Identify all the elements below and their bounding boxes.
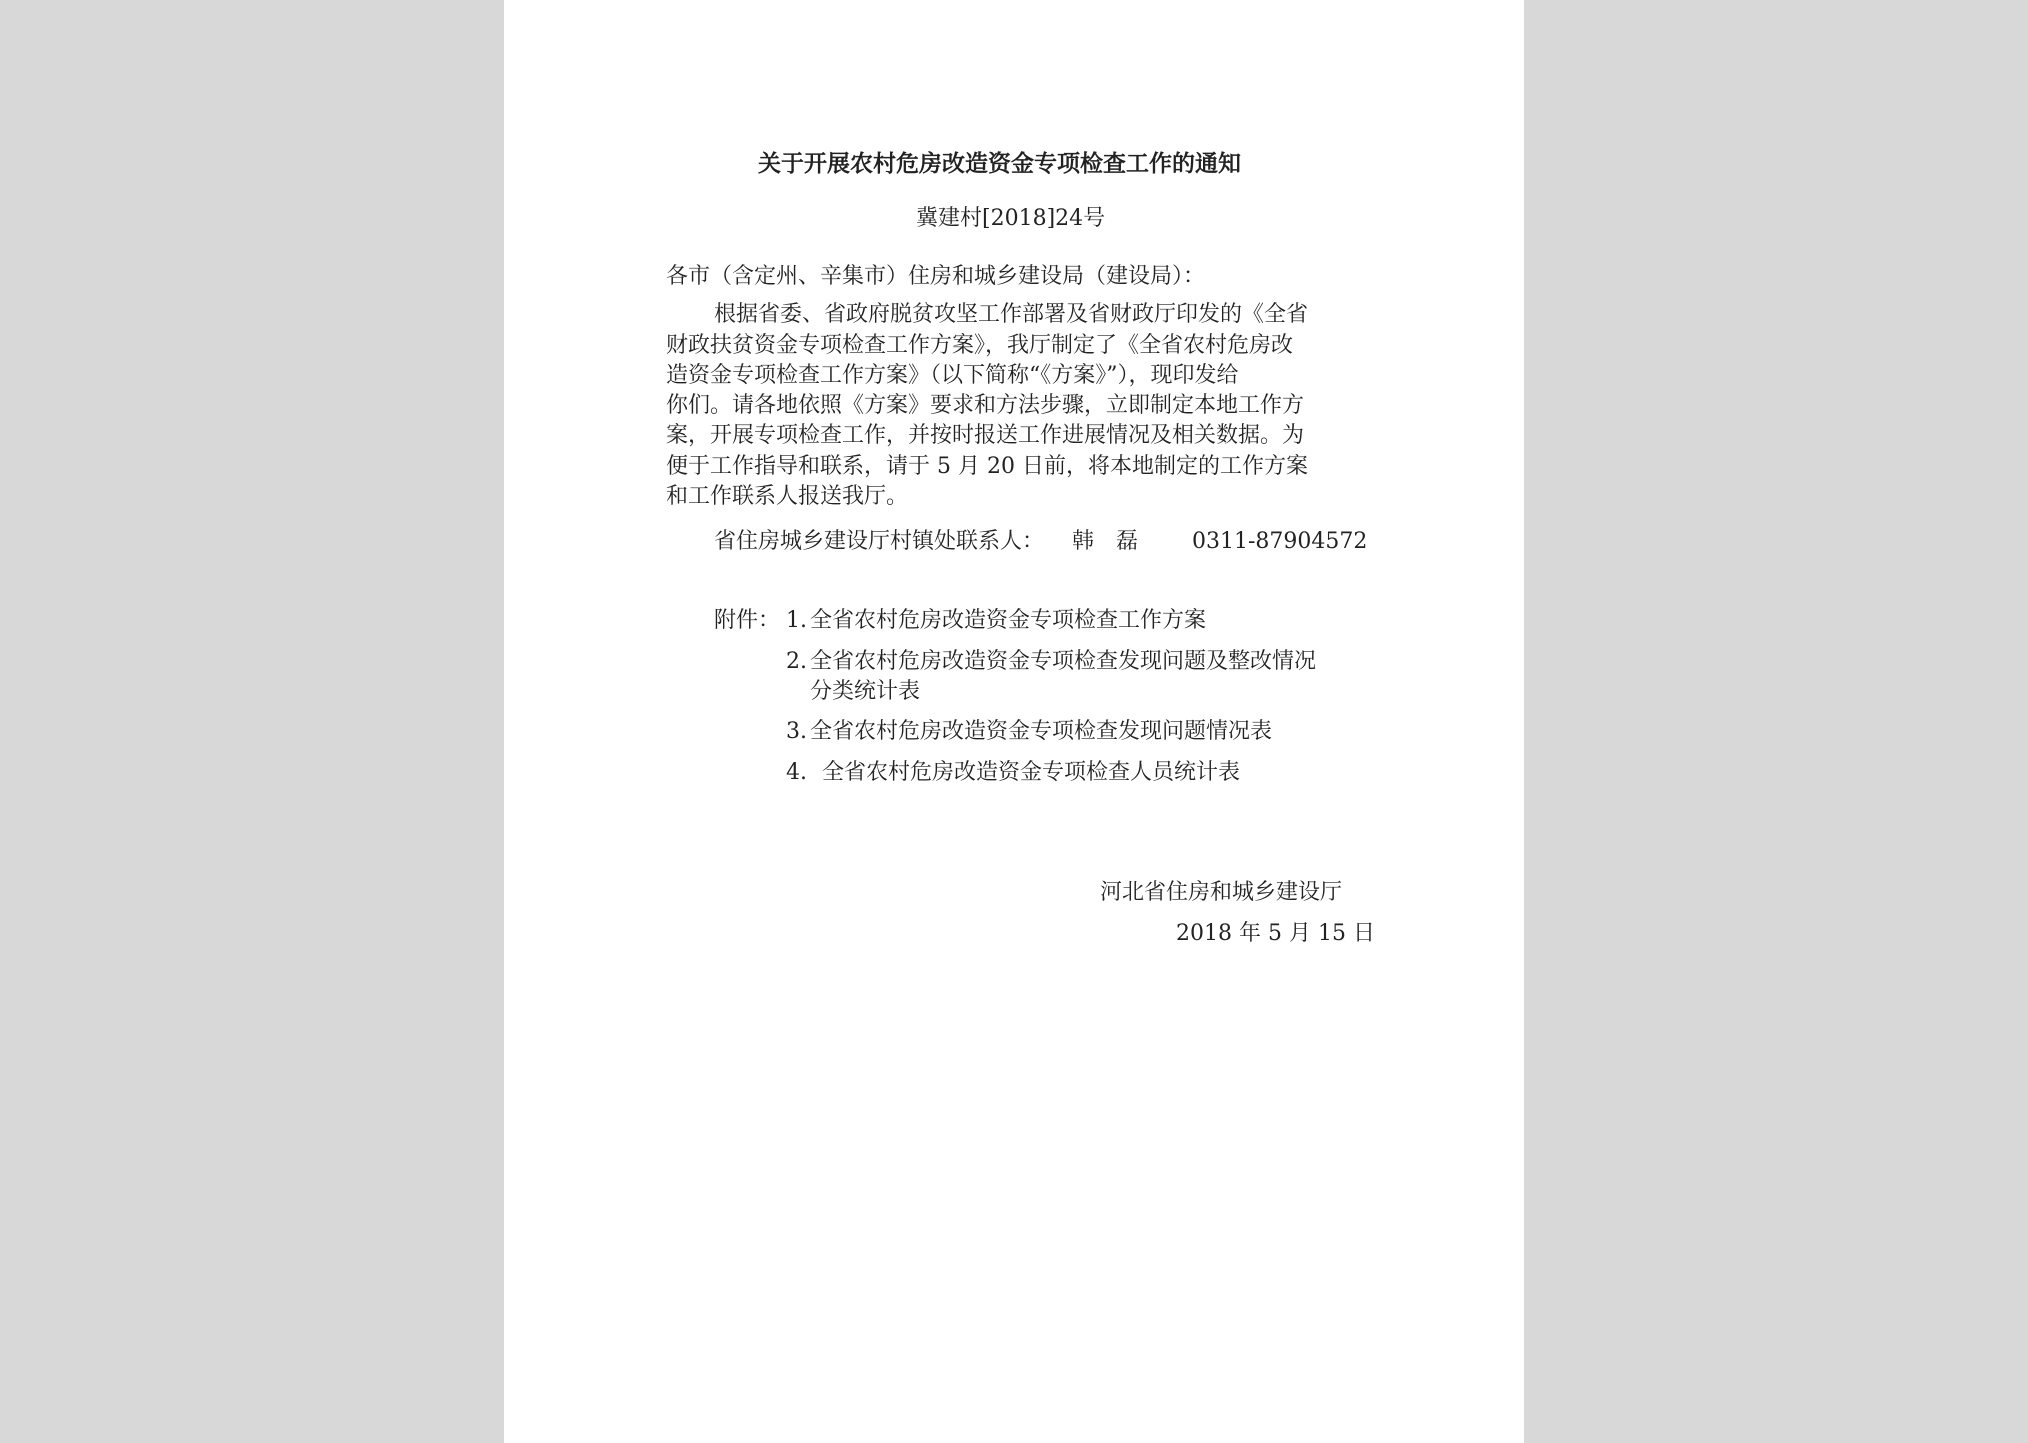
attachment-line: 全省农村危房改造资金专项检查发现问题及整改情况 (810, 649, 1317, 674)
attachment-number: 4. (786, 760, 807, 785)
signature-date: 2018 年 5 月 15 日 (1176, 921, 1375, 946)
attachment-line: 分类统计表 (810, 679, 921, 704)
body-line: 案，开展专项检查工作，并按时报送工作进展情况及相关数据。为 (666, 423, 1305, 448)
body-line: 财政扶贫资金专项检查工作方案》，我厅制定了《全省农村危房改 (666, 333, 1294, 358)
attachment-number: 1. (786, 608, 807, 633)
body-line: 根据省委、省政府脱贫攻坚工作部署及省财政厅印发的《全省 (714, 302, 1309, 327)
contact-label: 省住房城乡建设厅村镇处联系人： (714, 529, 1045, 554)
body-line: 你们。请各地依照《方案》要求和方法步骤，立即制定本地工作方 (666, 393, 1305, 418)
document-number: 冀建村[2018]24号 (916, 206, 1106, 231)
contact-name: 韩 磊 (1072, 529, 1139, 554)
body-line: 和工作联系人报送我厅。 (666, 484, 909, 509)
signature-org: 河北省住房和城乡建设厅 (1100, 880, 1343, 905)
document-title: 关于开展农村危房改造资金专项检查工作的通知 (758, 150, 1241, 177)
attachment-line: 全省农村危房改造资金专项检查工作方案 (810, 608, 1207, 633)
attachment-line: 全省农村危房改造资金专项检查人员统计表 (822, 760, 1241, 785)
attachment-number: 3. (786, 719, 807, 744)
body-line: 便于工作指导和联系，请于 5 月 20 日前，将本地制定的工作方案 (666, 454, 1308, 479)
attachment-number: 2. (786, 649, 807, 674)
contact-phone: 0311-87904572 (1192, 529, 1368, 554)
attachments-label: 附件： (714, 608, 781, 633)
document-page (504, 0, 1524, 1443)
salutation: 各市（含定州、辛集市）住房和城乡建设局（建设局）： (666, 264, 1206, 289)
attachment-line: 全省农村危房改造资金专项检查发现问题情况表 (810, 719, 1273, 744)
body-line: 造资金专项检查工作方案》（以下简称“《方案》”），现印发给 (666, 363, 1239, 388)
